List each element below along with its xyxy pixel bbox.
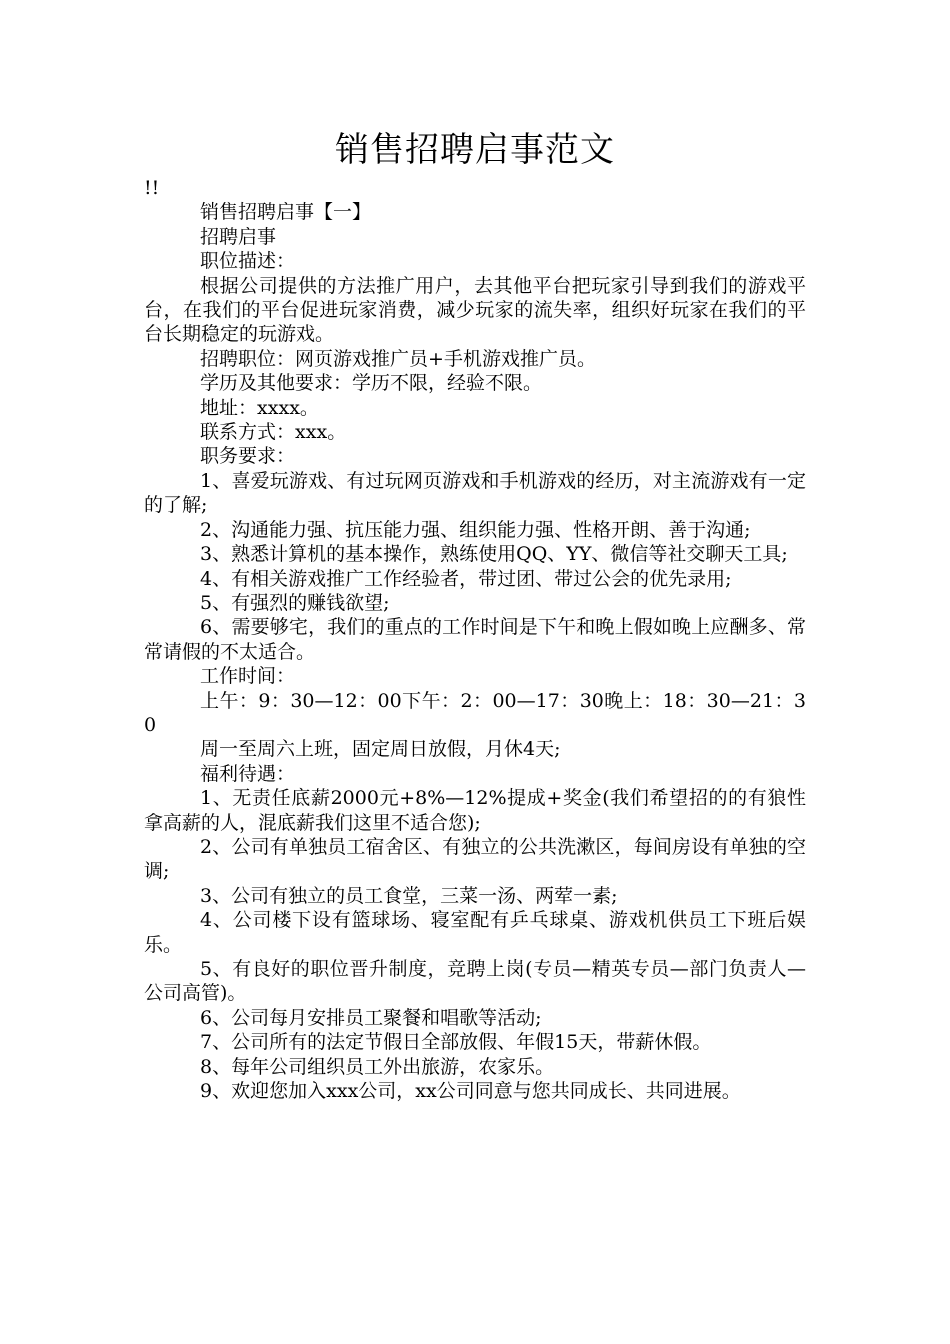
paragraph-requirement-6: 6、需要够宅，我们的重点的工作时间是下午和晚上假如晚上应酬多、常常请假的不太适合。 <box>144 616 806 663</box>
paragraph-benefit-3: 3、公司有独立的员工食堂，三菜一汤、两荤一素; <box>200 884 618 907</box>
document-page <box>144 128 806 1103</box>
paragraph-work-hours: 上午：9：30—12：00下午：2：00—17：30晚上：18：30—21：30 <box>144 689 806 736</box>
paragraph-requirement-4: 4、有相关游戏推广工作经验者，带过团、带过公会的优先录用; <box>200 567 732 590</box>
paragraph-requirements-label: 职务要求： <box>200 445 296 468</box>
paragraph-job-description: 根据公司提供的方法推广用户，去其他平台把玩家引导到我们的游戏平台，在我们的平台促进玩家消费，减少玩家的流失率，组织好玩家在我们的平台长期稳定的玩游戏。 <box>144 274 806 346</box>
paragraph-benefit-2: 2、公司有单独员工宿舍区、有独立的公共洗漱区，每间房设有单独的空调; <box>144 835 806 883</box>
paragraph-benefit-8: 8、每年公司组织员工外出旅游，农家乐。 <box>200 1055 555 1078</box>
paragraph-position: 招聘职位：网页游戏推广员+手机游戏推广员。 <box>200 347 596 370</box>
paragraph-benefit-5: 5、有良好的职位晋升制度，竞聘上岗(专员—精英专员—部门负责人—公司高管)。 <box>144 958 806 1005</box>
document-title: 销售招聘启事范文 <box>335 130 615 170</box>
paragraph-requirement-2: 2、沟通能力强、抗压能力强、组织能力强、性格开朗、善于沟通; <box>200 518 751 541</box>
paragraph-work-days: 周一至周六上班，固定周日放假，月休4天; <box>200 738 561 761</box>
paragraph-benefits-label: 福利待遇： <box>200 762 296 785</box>
paragraph-notice-heading: 招聘启事 <box>200 225 277 248</box>
paragraph-education: 学历及其他要求：学历不限，经验不限。 <box>200 372 543 395</box>
paragraph-benefit-9: 9、欢迎您加入xxx公司，xx公司同意与您共同成长、共同进展。 <box>200 1080 741 1103</box>
paragraph-requirement-1: 1、喜爱玩游戏、有过玩网页游戏和手机游戏的经历，对主流游戏有一定的了解; <box>144 469 806 517</box>
paragraph-benefit-6: 6、公司每月安排员工聚餐和唱歌等活动; <box>200 1006 542 1029</box>
paragraph-benefit-7: 7、公司所有的法定节假日全部放假、年假15天，带薪休假。 <box>200 1031 712 1054</box>
paragraph-benefit-4: 4、公司楼下设有篮球场、寝室配有乒乓球桌、游戏机供员工下班后娱乐。 <box>144 909 806 956</box>
paragraph-contact: 联系方式：xxx。 <box>200 421 347 444</box>
paragraph-job-description-label: 职位描述： <box>200 250 296 273</box>
paragraph-address: 地址：xxxx。 <box>200 396 319 419</box>
exclamation-marks: !! <box>144 177 160 199</box>
paragraph-requirement-5: 5、有强烈的赚钱欲望; <box>200 591 390 614</box>
paragraph-work-hours-label: 工作时间： <box>200 665 296 688</box>
paragraph-benefit-1: 1、无责任底薪2000元+8%—12%提成+奖金(我们希望招的的有狼性拿高薪的人，混底薪我们这里不适合您); <box>144 787 806 834</box>
paragraph-section-heading: 销售招聘启事【一】 <box>200 201 372 224</box>
paragraph-requirement-3: 3、熟悉计算机的基本操作，熟练使用QQ、YY、微信等社交聊天工具; <box>200 543 788 566</box>
